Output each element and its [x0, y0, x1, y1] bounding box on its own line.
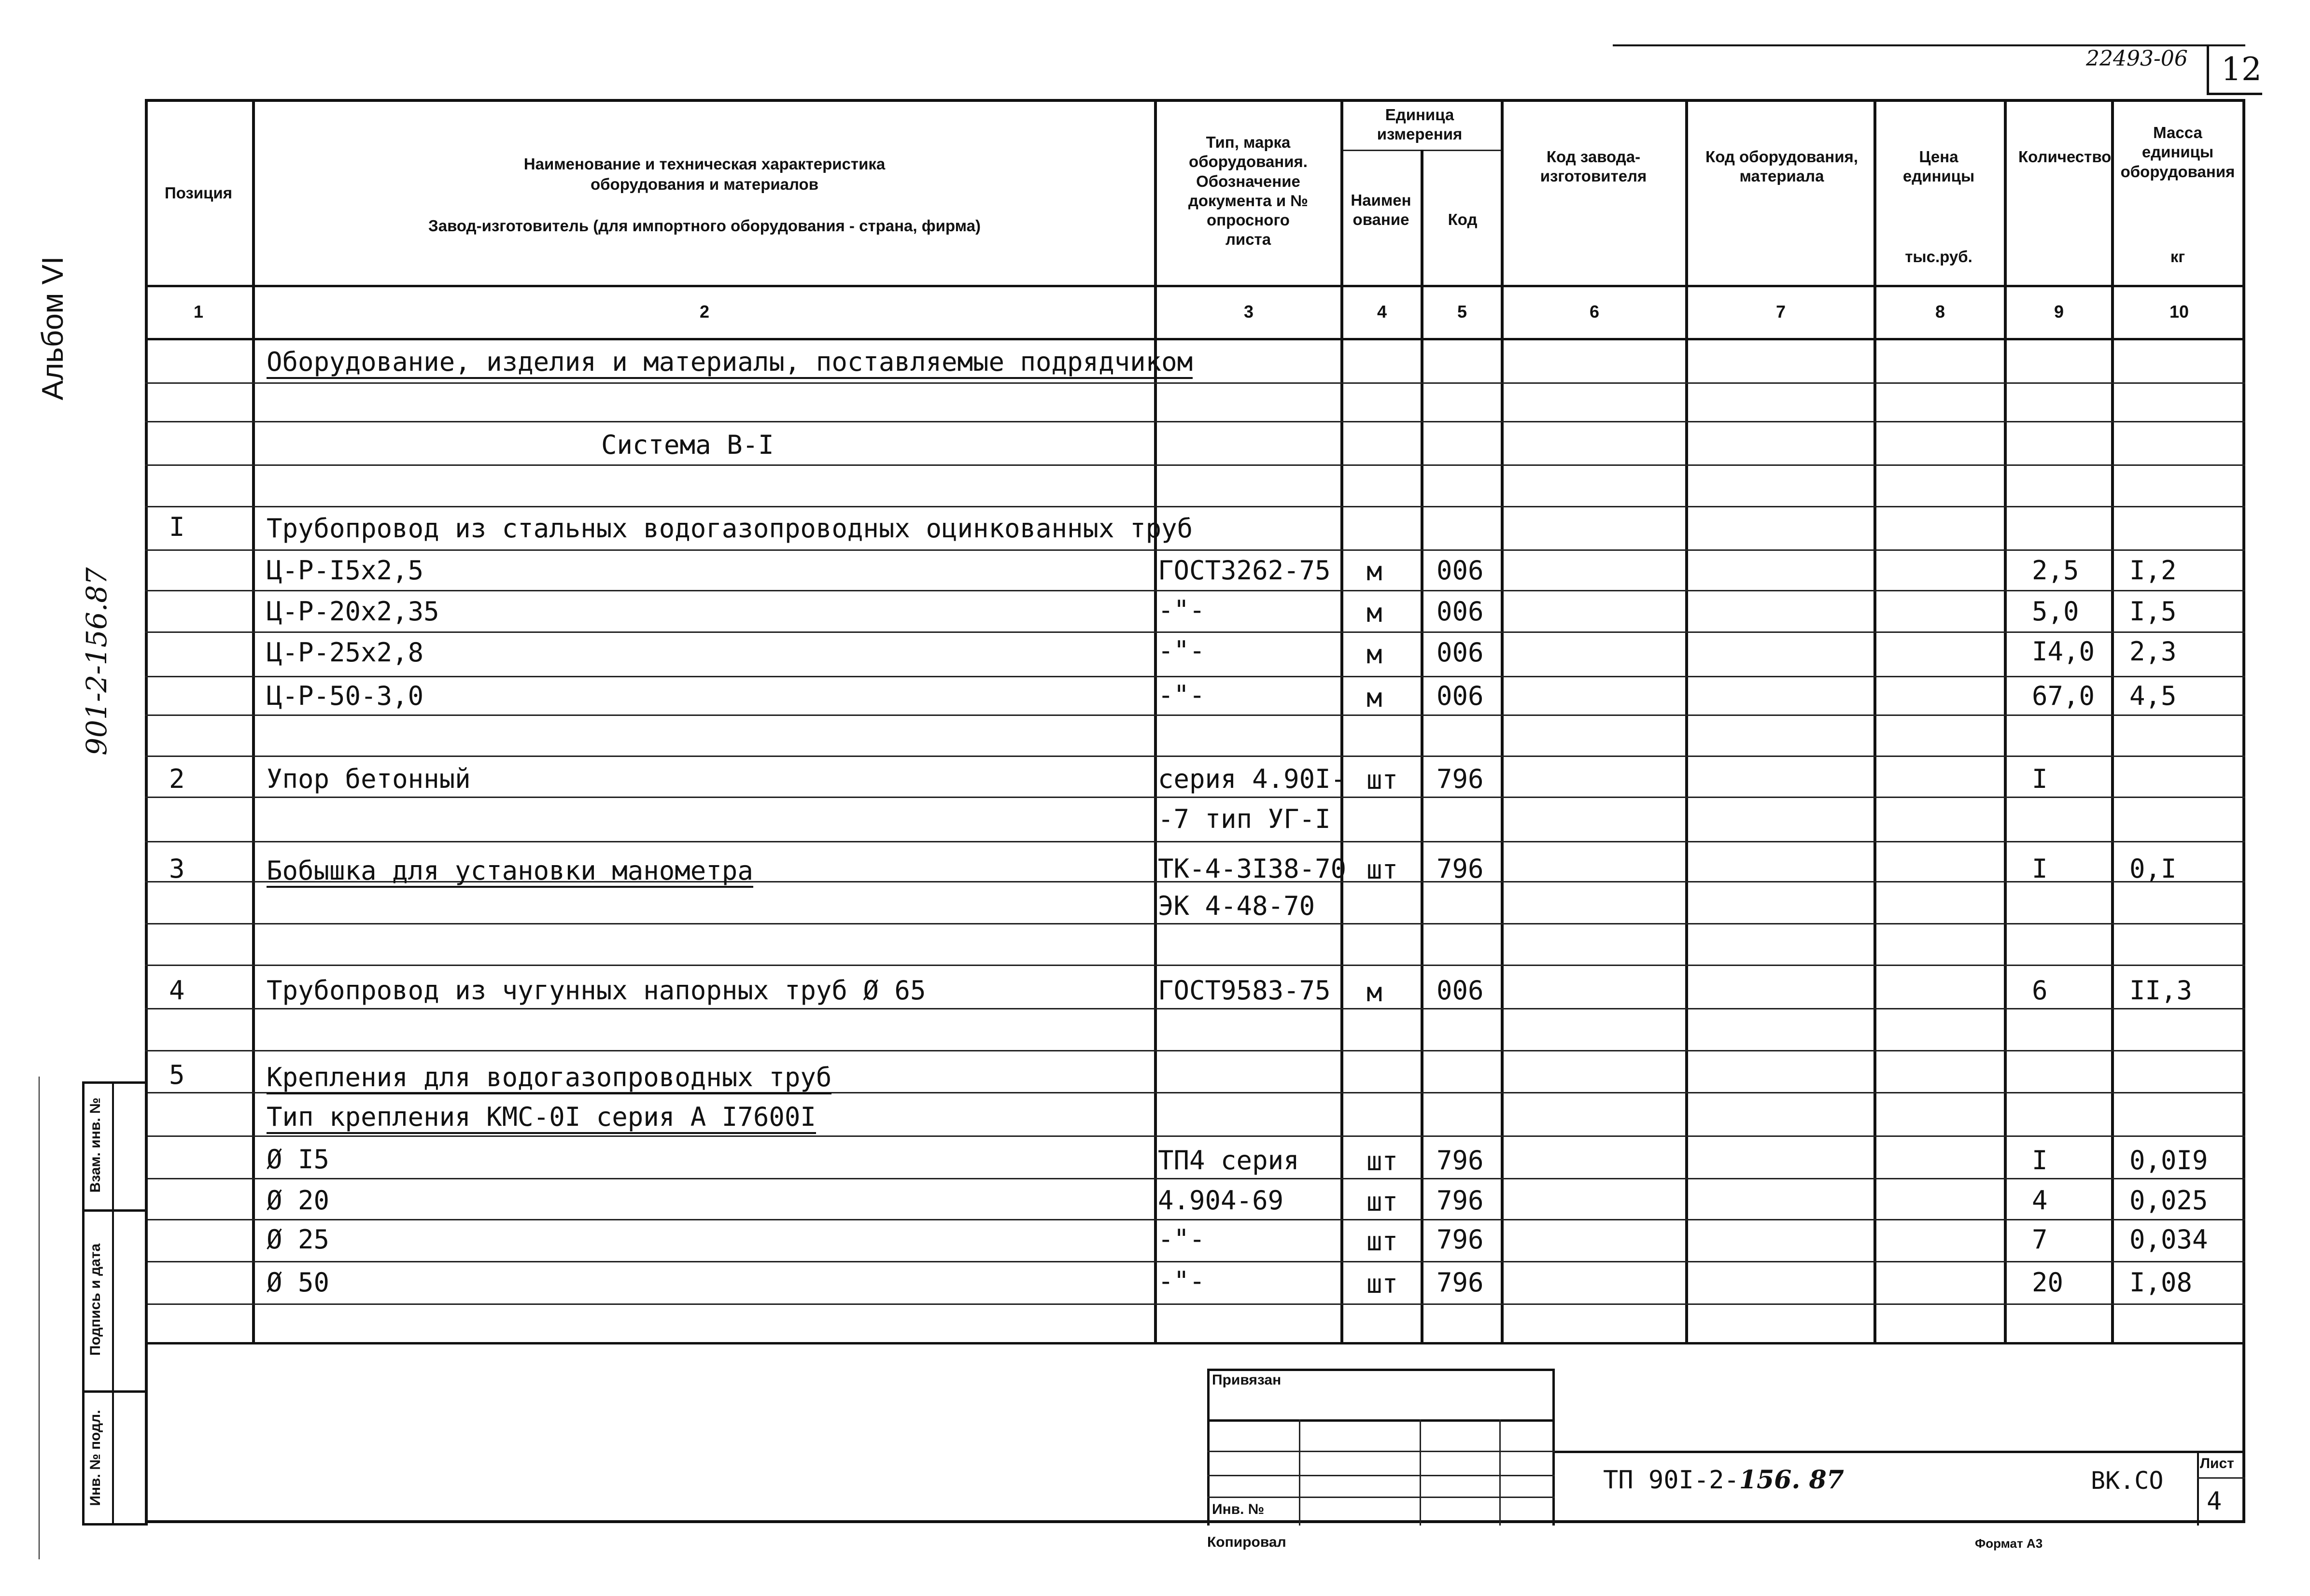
- row-unit: м: [1366, 598, 1382, 628]
- document-code-handwritten: 156. 87: [1739, 1465, 1844, 1495]
- row-qty: 7: [2032, 1224, 2048, 1255]
- row-type: -"-: [1158, 635, 1205, 666]
- row-unit: м: [1366, 639, 1382, 670]
- header-name-line3: Завод-изготовитель (для импортного оборудования - страна, фирма): [428, 217, 981, 235]
- header-position: Позиция: [165, 184, 232, 202]
- row-type: -"-: [1158, 1266, 1205, 1296]
- page-number: 12: [2221, 51, 2262, 88]
- binding-label: Привязан: [1212, 1372, 1282, 1388]
- row-type: ГОСТ3262-75: [1158, 555, 1331, 586]
- header-unit-name: Наименование: [1351, 191, 1411, 229]
- row-type: -"-: [1158, 595, 1205, 625]
- row-name: Тип крепления КМС-0I серия А I7600I: [267, 1102, 816, 1134]
- header-mass-unit: кг: [2170, 248, 2185, 266]
- format-label: Формат А3: [1975, 1536, 2043, 1551]
- row-name: Ø 20: [267, 1185, 330, 1216]
- stamp-original-inv: Инв. № подл.: [87, 1410, 103, 1506]
- col-number: 2: [699, 302, 710, 322]
- row-unit: шт: [1366, 1269, 1398, 1299]
- row-unit: м: [1366, 683, 1382, 713]
- row-type: ТП4 серия: [1158, 1145, 1299, 1176]
- row-mass: I,2: [2129, 555, 2177, 586]
- col-number: 1: [193, 302, 204, 322]
- header-price-unit: тыс.руб.: [1905, 248, 1972, 266]
- row-unit: шт: [1366, 1146, 1398, 1176]
- system-title: Система В-I: [601, 430, 774, 460]
- row-code: 006: [1437, 975, 1484, 1006]
- header-price: Цена единицы: [1902, 148, 1975, 185]
- row-name: Ø 25: [267, 1224, 330, 1255]
- album-label: Альбом VI: [36, 256, 70, 401]
- side-code: 901-2-156.87: [80, 567, 113, 756]
- col-number: 8: [1935, 302, 1945, 322]
- row-name: Ø I5: [267, 1144, 330, 1175]
- row-name: Ц-Р-I5х2,5: [267, 555, 424, 586]
- col-number: 3: [1243, 302, 1254, 322]
- row-qty: 20: [2032, 1267, 2064, 1298]
- sheet-mark: ВК.СО: [2091, 1467, 2164, 1495]
- row-type: -7 тип УГ-I: [1158, 804, 1331, 834]
- row-qty: 4: [2032, 1185, 2048, 1216]
- col-number: 9: [2054, 302, 2064, 322]
- row-unit: шт: [1366, 854, 1398, 885]
- inventory-number-label: Инв. №: [1212, 1501, 1265, 1517]
- sheet-label: Лист: [2200, 1456, 2234, 1471]
- row-qty: I: [2032, 764, 2048, 794]
- row-type: -"-: [1158, 680, 1205, 710]
- row-mass: I,5: [2129, 596, 2177, 627]
- row-type: ГОСТ9583-75: [1158, 975, 1331, 1006]
- header-unit-group: Единица измерения: [1377, 106, 1463, 143]
- row-code: 796: [1437, 1185, 1484, 1216]
- row-unit: шт: [1366, 1187, 1398, 1217]
- header-quantity: Количество: [2018, 148, 2112, 166]
- row-position: 3: [169, 854, 185, 884]
- row-code: 796: [1437, 764, 1484, 794]
- header-equip-code: Код оборудования, материала: [1705, 148, 1858, 185]
- col-number: 5: [1457, 302, 1467, 322]
- row-position: 2: [169, 764, 185, 794]
- stamp-signature-date: Подпись и дата: [87, 1243, 103, 1356]
- header-name-line1: Наименование и техническая характеристика: [523, 155, 886, 173]
- header-type: Тип, марка оборудования. Обозначение документа и № опросного листа: [1188, 133, 1309, 249]
- row-name: Ц-Р-50-3,0: [267, 681, 424, 711]
- row-qty: 5,0: [2032, 596, 2079, 627]
- row-qty: I: [2032, 854, 2048, 884]
- row-unit: шт: [1366, 765, 1398, 795]
- col-number: 10: [2169, 302, 2189, 322]
- row-qty: 6: [2032, 975, 2048, 1006]
- row-code: 796: [1437, 1224, 1484, 1255]
- row-name: Ц-Р-20х2,35: [267, 596, 439, 627]
- sheet-number: 4: [2207, 1487, 2222, 1516]
- row-position: I: [169, 512, 185, 542]
- row-type: 4.904-69: [1158, 1185, 1284, 1216]
- row-mass: 4,5: [2129, 681, 2177, 711]
- row-type: серия 4.90I-: [1158, 764, 1347, 794]
- row-unit: м: [1366, 556, 1382, 587]
- row-mass: 0,034: [2129, 1224, 2208, 1255]
- document-code: [1603, 1465, 1844, 1495]
- row-code: 006: [1437, 596, 1484, 627]
- row-type: -"-: [1158, 1224, 1205, 1254]
- row-qty: 67,0: [2032, 681, 2095, 711]
- row-code: 006: [1437, 637, 1484, 668]
- row-qty: I: [2032, 1145, 2048, 1176]
- document-number: 22493-06: [2086, 46, 2188, 71]
- col-number: 6: [1589, 302, 1600, 322]
- stamp-replace-inv: Взам. инв. №: [87, 1097, 103, 1193]
- row-mass: 0,I: [2129, 854, 2177, 884]
- col-number: 4: [1377, 302, 1387, 322]
- row-name: Ц-Р-25х2,8: [267, 637, 424, 668]
- header-unit-code: Код: [1448, 210, 1478, 228]
- row-mass: 0,0I9: [2129, 1145, 2208, 1176]
- row-type: ЭК 4-48-70: [1158, 891, 1315, 921]
- col-number: 7: [1775, 302, 1786, 322]
- row-name: Ø 50: [267, 1267, 330, 1298]
- row-type: ТК-4-3I38-70: [1158, 854, 1347, 884]
- row-name: Трубопровод из стальных водогазопроводных оцинкованных труб: [267, 513, 1193, 544]
- row-name: Бобышка для установки манометра: [267, 855, 753, 888]
- row-code: 006: [1437, 681, 1484, 711]
- row-mass: II,3: [2129, 975, 2193, 1006]
- header-name-line2: оборудования и материалов: [591, 175, 818, 193]
- header-maker-code: Код завода-изготовителя: [1540, 148, 1647, 185]
- row-name: Трубопровод из чугунных напорных труб Ø 65: [267, 975, 926, 1006]
- row-name: Крепления для водогазопроводных труб: [267, 1062, 831, 1094]
- row-unit: м: [1366, 977, 1382, 1008]
- row-qty: 2,5: [2032, 555, 2079, 586]
- section-title: Оборудование, изделия и материалы, поставляемые подрядчиком: [267, 347, 1193, 379]
- header-mass: Масса единицы оборудования: [2120, 124, 2235, 181]
- row-position: 4: [169, 975, 185, 1006]
- row-code: 006: [1437, 555, 1484, 586]
- row-mass: 2,3: [2129, 636, 2177, 667]
- row-unit: шт: [1366, 1226, 1398, 1257]
- row-code: 796: [1437, 1145, 1484, 1176]
- row-name: Упор бетонный: [267, 764, 471, 794]
- copied-label: Копировал: [1207, 1534, 1286, 1550]
- row-position: 5: [169, 1060, 185, 1090]
- row-qty: I4,0: [2032, 636, 2095, 667]
- row-mass: I,08: [2129, 1267, 2193, 1298]
- row-mass: 0,025: [2129, 1185, 2208, 1216]
- row-code: 796: [1437, 854, 1484, 884]
- document-code-prefix: ТП 90I-2-: [1603, 1466, 1739, 1495]
- row-code: 796: [1437, 1267, 1484, 1298]
